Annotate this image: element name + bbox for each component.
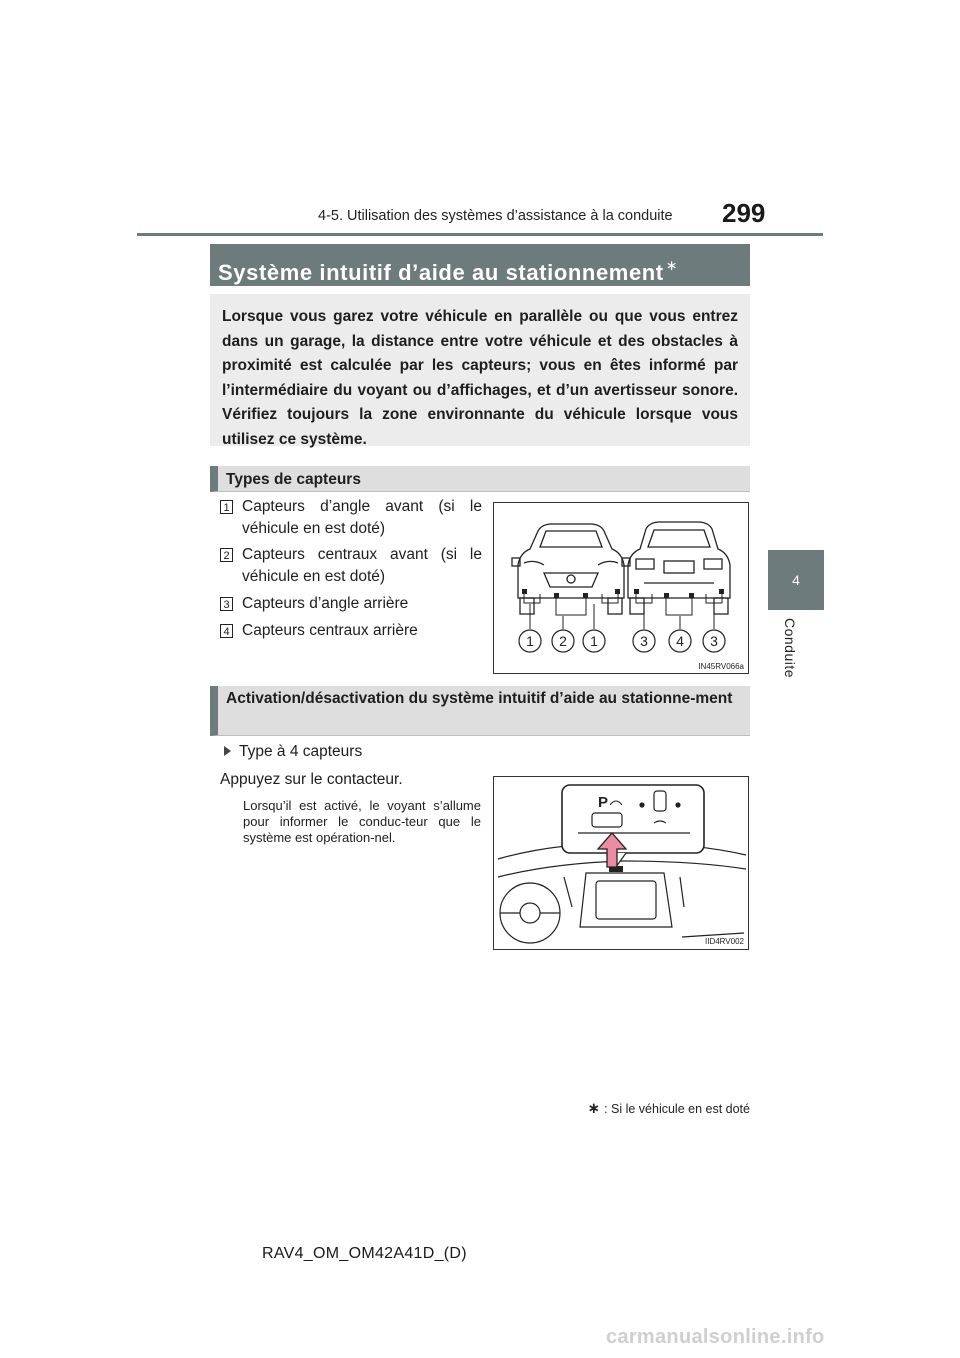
- section-heading-sensor-types: Types de capteurs: [210, 466, 750, 492]
- callout-label: 4: [676, 633, 684, 649]
- list-item: [220, 544, 482, 588]
- callout-label: 2: [559, 633, 567, 649]
- footer-document-code: RAV4_OM_OM42A41D_(D): [262, 1245, 467, 1262]
- intro-box: Lorsque vous garez votre véhicule en parallèle ou que vous entrez dans un garage, la distance entre votre véhicule et des obstacles à proximité est calculée par les capteurs; vous en êtes informé par l’intermédiaire du voyant ou d’affichages, et d’un avertisseur sonore. Vérifiez toujours la zone environnante du véhicule lorsque vous utilisez ce système.: [210, 294, 750, 446]
- list-item-text: Capteurs centraux arrière: [242, 622, 418, 639]
- type-label: Type à 4 capteurs: [239, 743, 363, 760]
- callout-number: 3: [220, 597, 233, 611]
- list-item-text: Capteurs d’angle arrière: [242, 595, 409, 612]
- instruction-text: Appuyez sur le contacteur.: [220, 771, 403, 788]
- figure-code: IN45RV066a: [698, 662, 744, 671]
- triangle-bullet-icon: [224, 746, 231, 756]
- callout-label: 3: [710, 633, 718, 649]
- sub-heading-type: [224, 743, 362, 761]
- chapter-tab[interactable]: 4: [768, 550, 824, 610]
- dashboard-illustration: [494, 777, 748, 949]
- vehicle-illustration: [494, 503, 748, 673]
- callout-number: 2: [220, 548, 233, 562]
- chapter-label: Conduite: [782, 618, 798, 679]
- list-item: [220, 620, 482, 642]
- callout-label: 1: [590, 633, 598, 649]
- callout-label: 1: [526, 633, 534, 649]
- header-section-title: 4-5. Utilisation des systèmes d’assistance à la conduite: [318, 208, 673, 224]
- park-assist-switch-label: P: [598, 794, 609, 811]
- header-rule: [137, 233, 823, 236]
- footnote: [560, 1099, 750, 1117]
- switch-location-figure: [493, 776, 749, 950]
- list-item: [220, 496, 482, 540]
- callout-number: 1: [220, 500, 233, 514]
- section-heading-activation: Activation/désactivation du système intuitif d’aide au stationne-ment: [210, 686, 750, 736]
- equipment-mark: ∗: [665, 257, 679, 273]
- instruction-note: Lorsqu’il est activé, le voyant s’allume pour informer le conduc-teur que le système est opération-nel.: [243, 798, 481, 845]
- figure-code: IID4RV002: [705, 937, 744, 946]
- watermark: carmanualsonline.info: [606, 1326, 825, 1348]
- page-title-text: Système intuitif d’aide au stationnement: [218, 260, 664, 285]
- list-item-text: Capteurs centraux avant (si le véhicule en est doté): [242, 546, 482, 585]
- list-item-text: Capteurs d’angle avant (si le véhicule en est doté): [242, 498, 482, 537]
- page-number: 299: [722, 198, 766, 228]
- page-title: [210, 244, 750, 286]
- list-item: [220, 593, 482, 615]
- footnote-star: ∗: [587, 1100, 601, 1117]
- footnote-text: : Si le véhicule en est doté: [604, 1102, 750, 1116]
- sensor-location-figure: [493, 502, 749, 674]
- callout-number: 4: [220, 624, 233, 638]
- callout-label: 3: [640, 633, 648, 649]
